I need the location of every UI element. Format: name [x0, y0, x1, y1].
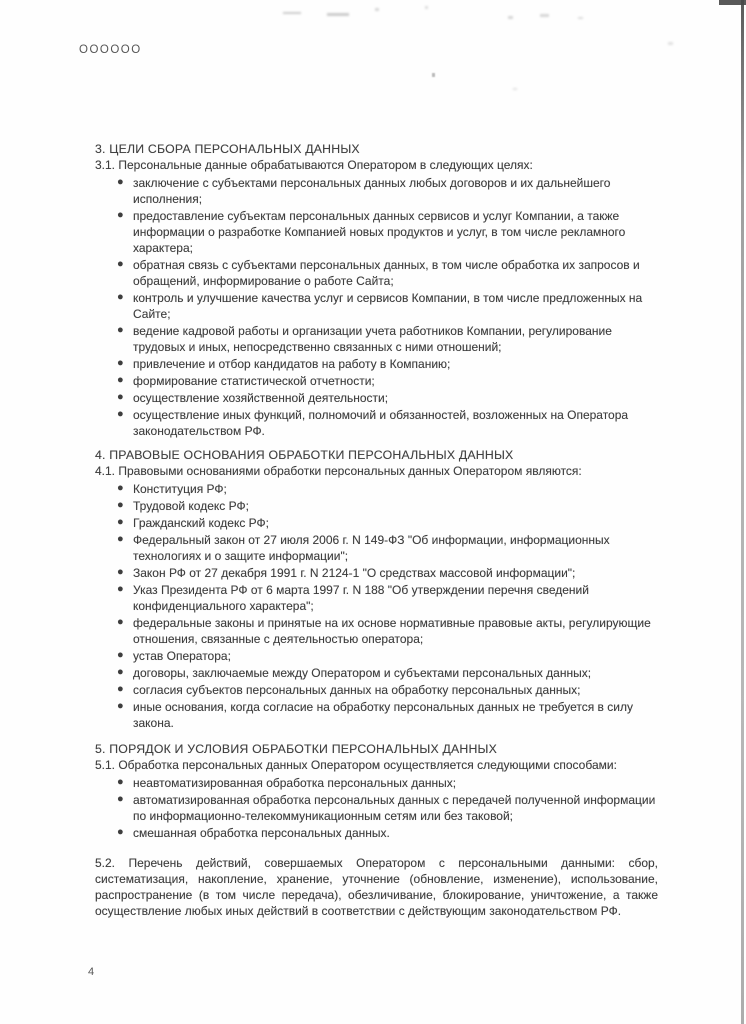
list-item: [117, 615, 658, 647]
list-item-text: федеральные законы и принятые на их основе нормативные правовые акты, регулирующие отношения, связанные с деятельностью оператора;: [133, 616, 651, 646]
section-3-goals: [95, 141, 658, 439]
list-item-text: смешанная обработка персональных данных.: [133, 826, 390, 840]
list-item-text: Закон РФ от 27 декабря 1991 г. N 2124-1 "О средствах массовой информации";: [133, 566, 576, 580]
section-3-bullet-list: [95, 175, 658, 439]
list-item: [117, 665, 658, 681]
list-item: [117, 323, 658, 355]
list-item: [117, 532, 658, 564]
bullet-icon: ●: [117, 324, 124, 336]
list-item: [117, 699, 658, 731]
bullet-icon: ●: [117, 357, 124, 369]
bullet-icon: ●: [117, 683, 124, 695]
section-5-intro: 5.1. Обработка персональных данных Оператором осуществляется следующими способами:: [95, 758, 617, 772]
document-body: [95, 141, 658, 919]
bullet-icon: ●: [117, 291, 124, 303]
page-corner-scan-mark: [719, 0, 746, 5]
list-item-text: устав Оператора;: [133, 649, 231, 663]
list-item-text: Конституция РФ;: [133, 482, 227, 496]
list-item-text: осуществление иных функций, полномочий и обязанностей, возложенных на Оператора законодательством РФ.: [133, 408, 629, 438]
bullet-icon: ●: [117, 649, 124, 661]
bullet-icon: ●: [117, 776, 124, 788]
bullet-icon: ●: [117, 408, 124, 420]
list-item: [117, 373, 658, 389]
list-item-text: привлечение и отбор кандидатов на работу в Компанию;: [133, 357, 451, 371]
scan-speck: [432, 73, 435, 77]
section-4-intro: 4.1. Правовыми основаниями обработки персональных данных Оператором являются:: [95, 464, 582, 478]
list-item-text: автоматизированная обработка персональных данных с передачей полученной информации по информационно-телекоммуникационным сетям или без таковой;: [133, 793, 656, 823]
list-item-text: Трудовой кодекс РФ;: [133, 499, 249, 513]
list-item: [117, 498, 658, 514]
list-item-text: обратная связь с субъектами персональных данных, в том числе обработка их запросов и обращений, информирование о работе Сайта;: [133, 258, 640, 288]
list-item: [117, 582, 658, 614]
list-item-text: предоставление субъектам персональных данных сервисов и услуг Компании, а также информации о разработке Компанией новых продуктов и услуг, в том числе рекламного характера;: [133, 209, 626, 255]
list-item-text: Федеральный закон от 27 июля 2006 г. N 149-ФЗ "Об информации, информационных технологиях и о защите информации";: [133, 533, 610, 563]
section-5-heading: 5. ПОРЯДОК И УСЛОВИЯ ОБРАБОТКИ ПЕРСОНАЛЬНЫХ ДАННЫХ: [95, 742, 498, 756]
list-item-text: неавтоматизированная обработка персональных данных;: [133, 776, 457, 790]
list-item-text: заключение с субъектами персональных данных любых договоров и их дальнейшего исполнения;: [133, 176, 611, 206]
scan-smudge: [375, 8, 379, 11]
bullet-icon: ●: [117, 258, 124, 270]
bullet-icon: ●: [117, 583, 124, 595]
bullet-icon: ●: [117, 700, 124, 712]
list-item: [117, 257, 658, 289]
page-edge-scan-line: [741, 0, 744, 1024]
list-item: [117, 175, 658, 207]
list-item: [117, 825, 658, 841]
bullet-icon: ●: [117, 826, 124, 838]
list-item-text: иные основания, когда согласие на обработку персональных данных не требуется в силу закона.: [133, 700, 633, 730]
bullet-icon: ●: [117, 209, 124, 221]
section-5-bullet-list: [95, 775, 658, 841]
section-3-heading: 3. ЦЕЛИ СБОРА ПЕРСОНАЛЬНЫХ ДАННЫХ: [95, 142, 360, 156]
list-item: [117, 682, 658, 698]
section-4-legal-grounds: [95, 447, 658, 731]
bullet-icon: ●: [117, 516, 124, 528]
scan-smudge: [283, 12, 301, 14]
bullet-icon: ●: [117, 176, 124, 188]
scan-smudge: [540, 14, 549, 17]
list-item: [117, 792, 658, 824]
bullet-icon: ●: [117, 374, 124, 386]
list-item-text: осуществление хозяйственной деятельности;: [133, 391, 389, 405]
section-4-heading: 4. ПРАВОВЫЕ ОСНОВАНИЯ ОБРАБОТКИ ПЕРСОНАЛЬНЫХ ДАННЫХ: [95, 448, 514, 462]
section-5-processing-order: [95, 741, 658, 841]
bullet-icon: ●: [117, 566, 124, 578]
scan-smudge: [513, 88, 517, 90]
list-item: [117, 481, 658, 497]
list-item: [117, 208, 658, 256]
scan-smudge: [425, 6, 428, 9]
list-item-text: договоры, заключаемые между Оператором и субъектами персональных данных;: [133, 666, 592, 680]
list-item: [117, 515, 658, 531]
list-item-text: Гражданский кодекс РФ;: [133, 516, 270, 530]
list-item-text: Указ Президента РФ от 6 марта 1997 г. N 188 "Об утверждении перечня сведений конфиденциального характера";: [133, 583, 589, 613]
page-number: 4: [88, 966, 95, 978]
list-item: [117, 290, 658, 322]
scan-smudge: [668, 42, 673, 45]
paragraph-5-2: 5.2. Перечень действий, совершаемых Оператором с персональными данными: сбор, систематизация, накопление, хранение, уточнение (обновление, изменение), использование, распространение (в том числе передача), обезличивание, блокирование, уничтожение, а также осуществление любых иных действий в соответствии с действующим законодательством РФ.: [95, 856, 658, 918]
bullet-icon: ●: [117, 616, 124, 628]
list-item: [117, 775, 658, 791]
bullet-icon: ●: [117, 499, 124, 511]
section-3-intro: 3.1. Персональные данные обрабатываются Оператором в следующих целях:: [95, 158, 533, 172]
list-item-text: формирование статистической отчетности;: [133, 374, 375, 388]
list-item: [117, 407, 658, 439]
bullet-icon: ●: [117, 793, 124, 805]
list-item-text: согласия субъектов персональных данных на обработку персональных данных;: [133, 683, 581, 697]
list-item-text: ведение кадровой работы и организации учета работников Компании, регулирование трудовых и иных, непосредственно связанных с ними отношений;: [133, 324, 612, 354]
bullet-icon: ●: [117, 391, 124, 403]
scan-smudge: [508, 16, 513, 19]
header-mark: ОООООО: [79, 44, 142, 56]
section-4-bullet-list: [95, 481, 658, 731]
scan-smudge: [578, 17, 583, 19]
bullet-icon: ●: [117, 533, 124, 545]
list-item: [117, 648, 658, 664]
bullet-icon: ●: [117, 666, 124, 678]
list-item: [117, 390, 658, 406]
scan-smudge: [327, 13, 349, 16]
list-item-text: контроль и улучшение качества услуг и сервисов Компании, в том числе предложенных на Сайте;: [133, 291, 643, 321]
list-item: [117, 565, 658, 581]
bullet-icon: ●: [117, 482, 124, 494]
list-item: [117, 356, 658, 372]
